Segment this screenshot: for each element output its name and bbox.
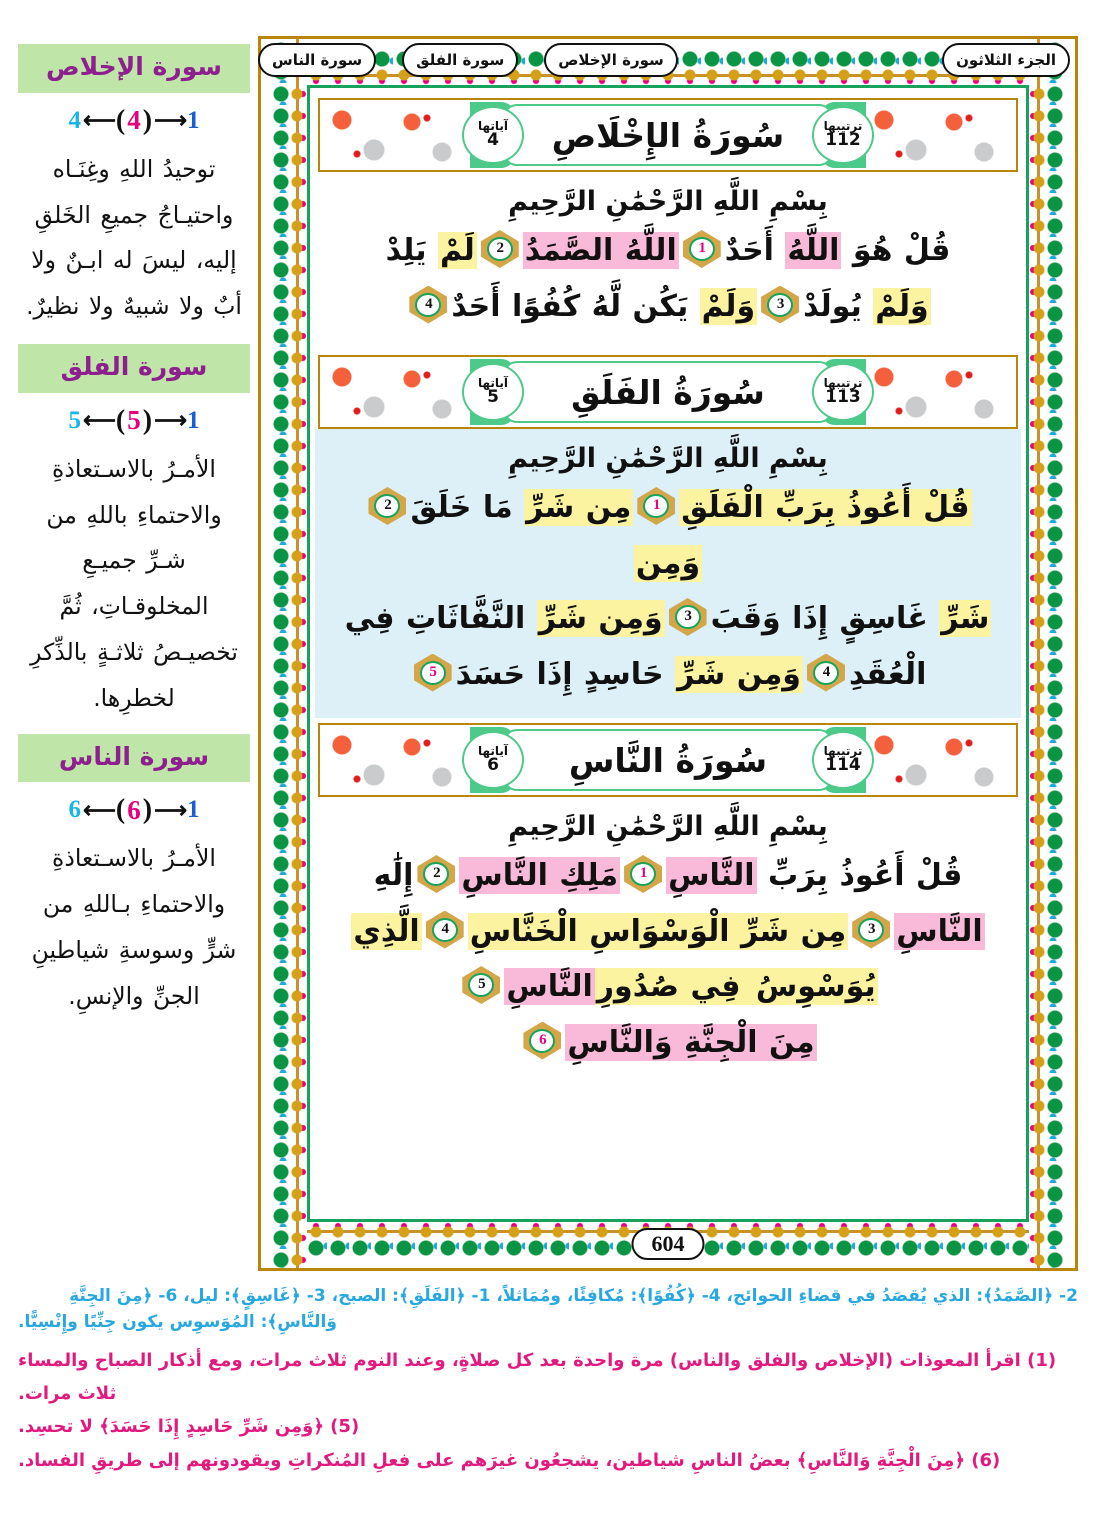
verse-range-ikhlas — [18, 105, 250, 137]
ayah-count-medallion-ikhlas — [462, 106, 524, 164]
tab-juz-indicator[interactable]: الجزء الثلاثون — [942, 43, 1070, 77]
ayah-count-value: 5 — [487, 387, 499, 408]
ayah-number-marker — [852, 911, 890, 949]
range-start-nas: 1 — [187, 796, 200, 824]
ayah-line — [331, 480, 1005, 591]
surah-block-ikhlas — [315, 98, 1021, 350]
frame-border-right — [1029, 39, 1075, 1268]
arrow-left-icon: ⟵ — [82, 797, 114, 823]
ayah-text: الْعُقَدِ — [848, 656, 927, 692]
ayah-line — [331, 647, 1005, 703]
note-1: (1) اقرأ المعوذات (الإخلاص والفلق والناس) مرة واحدة بعد كل صلاةٍ، وعند النوم ثلاث مرات، ومع أذكار الصباح والمساء ثلاث مرات. — [18, 1349, 1057, 1404]
ayah-text-highlighted-yellow: وَلَمْ — [875, 288, 929, 324]
ayah-marker-ring — [675, 605, 701, 629]
ayah-text: غَاسِقٍ إِذَا وَقَبَ — [710, 601, 940, 636]
arrow-right-icon: ⟶ — [154, 408, 186, 434]
footnotes-area — [18, 1283, 1078, 1477]
surah-order-value: 112 — [825, 130, 861, 151]
ayah-number-marker — [807, 654, 845, 692]
ayah-number: 6 — [539, 1031, 546, 1048]
sidebar-section-ikhlas — [18, 44, 250, 330]
ayah-marker-ring — [432, 918, 458, 942]
ayah-text-highlighted-pink: مَلِكِ النَّاسِ — [461, 858, 619, 893]
ayah-line — [331, 591, 1005, 647]
frame-border-left — [261, 39, 307, 1268]
sidebar-summary-panel — [18, 44, 250, 1269]
surah-order-value: 114 — [825, 755, 861, 776]
ayah-number: 1 — [653, 497, 660, 514]
surah-title-nas: سُورَةُ النَّاسِ — [568, 740, 768, 780]
ayah-number-marker — [523, 1022, 561, 1060]
surah-banner-falaq — [318, 355, 1018, 429]
ayah-number: 1 — [698, 240, 705, 257]
surah-block-falaq — [315, 355, 1021, 718]
ayah-text-highlighted-yellow: لَمْ — [439, 233, 475, 268]
ayah-line — [331, 1015, 1005, 1071]
ornament-pattern-icon — [1029, 39, 1075, 1268]
ayah-text: النَّفَّاثَاتِ فِي — [344, 601, 537, 636]
ayah-number: 4 — [822, 663, 830, 680]
range-start-ikhlas: 1 — [187, 106, 200, 134]
glossary-line-1: 2- ﴿الصَّمَدُ﴾: الذي يُقصَدُ في قضاءِ الحوائج، 4- ﴿كُفُوًا﴾: مُكافِئًا، ومُمَاثلاً، 1- ﴿الفَلَقِ﴾: الصبح، 3- ﴿غَاسِقٍ﴾: ليل، 6- ﴿مِنَ الجِنَّةِ — [69, 1286, 1078, 1306]
range-end-falaq: 5 — [68, 406, 81, 434]
sidebar-body-nas: الأمـرُ بالاسـتعاذةِ والاحتماءِ بـاللهِ من شرٍّ وسوسةِ شياطينِ الجنِّ والإنسِ. — [31, 844, 237, 1010]
surah-order-label: ترتيبها — [823, 118, 863, 133]
range-start-falaq: 1 — [187, 406, 200, 434]
ayah-text-highlighted-yellow: وَمِن — [635, 545, 701, 581]
ayah-count-label: آياتها — [477, 375, 509, 390]
ayah-text: يَلِدْ — [385, 233, 438, 268]
paren-close: ) — [142, 404, 153, 436]
ayah-number: 5 — [429, 663, 436, 680]
paren-open: ( — [115, 104, 126, 136]
ayah-text-highlighted-yellow: فِي صُدُورِ — [596, 969, 752, 1004]
ayah-text-highlighted-yellow: مِن شَرِّ الْوَسْوَاسِ الْخَنَّاسِ — [469, 913, 847, 949]
ayah-text: إِلَٰهِ — [373, 858, 414, 893]
range-count-ikhlas: 4 — [127, 105, 141, 136]
surah-order-medallion-nas — [812, 731, 874, 789]
ayah-count-value: 6 — [487, 755, 499, 776]
ayah-number: 1 — [639, 865, 647, 882]
surah-order-value: 113 — [825, 387, 861, 408]
ayah-line — [331, 279, 1005, 335]
ayah-number: 4 — [441, 920, 448, 937]
ayah-text-highlighted-yellow: شَرِّ — [941, 601, 990, 636]
ayah-marker-ring — [420, 661, 446, 685]
sidebar-heading-nas: سورة الناس — [18, 734, 250, 783]
paren-open: ( — [115, 794, 126, 826]
ayah-count-medallion-falaq — [462, 363, 524, 421]
banner-title-plate — [503, 729, 833, 791]
surah-tab-bar — [258, 38, 1078, 82]
surah-title-falaq: سُورَةُ الفَلَقِ — [571, 372, 765, 412]
sidebar-section-nas — [18, 734, 250, 1020]
page-number: 604 — [632, 1228, 705, 1260]
ayah-number: 3 — [776, 295, 784, 312]
surah-banner-nas — [318, 723, 1018, 797]
ayah-marker-ring — [689, 237, 715, 261]
ayah-text-highlighted-yellow: الَّذِي — [353, 913, 420, 949]
ayah-text: قُلْ أَعُوذُ بِرَبِّ — [756, 858, 963, 893]
verses-area-nas — [315, 797, 1021, 1086]
surah-banner-ikhlas — [318, 98, 1018, 172]
verses-area-ikhlas — [315, 172, 1021, 350]
ayah-line — [331, 223, 1005, 279]
ayah-line — [331, 848, 1005, 904]
ayah-text: يَكُن لَّهُ كُفُوًا أَحَدٌ — [451, 288, 700, 324]
ayah-text-highlighted-yellow: وَمِن شَرِّ — [677, 656, 801, 692]
range-count-nas: 6 — [127, 794, 141, 825]
paren-close: ) — [142, 104, 153, 136]
arrow-right-icon: ⟶ — [154, 797, 186, 823]
ayah-text: أَحَدٌ — [724, 233, 786, 268]
glossary-line-2: وَالنَّاسِ﴾: المُوَسوِس يكون جِنِّيًا وإِنْسِيًّا. — [18, 1312, 337, 1333]
ayah-text-highlighted-yellow: قُلْ أَعُوذُ بِرَبِّ الْفَلَقِ — [681, 490, 970, 525]
paren-open: ( — [115, 404, 126, 436]
ayah-number-marker — [409, 286, 447, 324]
ayah-text-highlighted-pink: مِنَ الْجِنَّةِ وَالنَّاسِ — [567, 1024, 815, 1060]
ayah-number-marker — [761, 286, 799, 324]
basmala-ikhlas: بِسْمِ اللَّهِ الرَّحْمَٰنِ الرَّحِيمِ — [508, 186, 828, 217]
verse-range-nas — [18, 794, 250, 826]
ayah-text-highlighted-pink: اللَّهُ الصَّمَدُ — [524, 233, 677, 268]
banner-title-plate — [503, 104, 833, 166]
ayah-text-highlighted-pink: اللَّهُ — [787, 233, 840, 268]
ayah-number: 3 — [684, 608, 691, 625]
sidebar-section-falaq — [18, 344, 250, 722]
tab-surah-al-falaq[interactable]: سورة الفلق — [402, 43, 518, 77]
ayah-count-label: آياتها — [477, 118, 509, 133]
surah-order-label: ترتيبها — [823, 743, 863, 758]
ayah-number-marker — [669, 598, 707, 636]
surah-order-label: ترتيبها — [823, 375, 863, 390]
ayah-count-medallion-nas — [462, 731, 524, 789]
ayah-number-marker — [637, 487, 675, 525]
ayah-marker-ring — [487, 237, 513, 261]
paren-close: ) — [142, 794, 153, 826]
arrow-left-icon: ⟵ — [82, 408, 114, 434]
ayah-marker-ring — [767, 293, 793, 317]
ayah-number: 2 — [433, 865, 440, 882]
ayah-text-highlighted-pink: النَّاسِ — [506, 969, 593, 1004]
ayah-number-marker — [481, 230, 519, 268]
tab-surah-an-nas[interactable]: سورة الناس — [258, 43, 376, 77]
ayah-text-highlighted-yellow: يُوَسْوِسُ — [755, 969, 876, 1004]
basmala-falaq: بِسْمِ اللَّهِ الرَّحْمَٰنِ الرَّحِيمِ — [508, 443, 828, 474]
ayah-number: 2 — [384, 497, 391, 514]
surah-order-medallion-ikhlas — [812, 106, 874, 164]
ayah-number-marker — [417, 855, 455, 893]
glossary-footnote — [18, 1283, 1078, 1336]
frame-content-area — [307, 85, 1029, 1222]
ayah-number: 2 — [496, 240, 503, 257]
banner-title-plate — [503, 361, 833, 423]
ayah-number-marker — [368, 487, 406, 525]
ayah-number: 3 — [867, 920, 875, 937]
ayah-number-marker — [683, 230, 721, 268]
range-count-falaq: 5 — [127, 405, 141, 436]
ayah-number: 4 — [425, 295, 432, 312]
ayah-text-highlighted-pink: النَّاسِ — [896, 913, 983, 949]
ayah-marker-ring — [415, 293, 441, 317]
ayah-count-label: آياتها — [477, 743, 509, 758]
range-end-nas: 6 — [68, 796, 81, 824]
ayah-number-marker — [414, 654, 452, 692]
note-6: (6) ﴿مِنَ الْجِنَّةِ وَالنَّاسِ﴾ بعضُ الناسِ شياطين، يشجعُون غيرَهم على فعلِ المُنكراتِ ويقودونهم إلى طريقِ الفساد. — [18, 1449, 1001, 1471]
surah-title-ikhlas: سُورَةُ الإِخْلَاصِ — [551, 115, 785, 155]
ayah-marker-ring — [813, 661, 839, 685]
ayah-line — [331, 959, 1005, 1015]
ayah-text-highlighted-yellow: وَمِن شَرِّ — [538, 601, 663, 636]
ayah-text-highlighted-yellow: مِن شَرِّ — [526, 490, 632, 525]
ayah-marker-ring — [858, 918, 884, 942]
ayah-text-highlighted-yellow: وَلَمْ — [701, 288, 756, 324]
sidebar-body-falaq: الأمـرُ بالاسـتعاذةِ والاحتماءِ باللهِ من شـرِّ جميـعِ المخلوقـاتِ، ثُمَّ تخصيـصُ ثلاثـةٍ بالذِّكرِ لخطرِها. — [30, 454, 238, 712]
ayah-number-marker — [624, 855, 662, 893]
ayah-text-highlighted-pink: النَّاسِ — [668, 858, 755, 893]
ayah-marker-ring — [630, 862, 656, 886]
ayah-marker-ring — [529, 1029, 555, 1053]
verse-range-falaq — [18, 405, 250, 437]
sidebar-body-ikhlas: توحيدُ اللهِ وغِنَـاه واحتيـاجُ جميعِ الخَلقِ إليه، ليسَ له ابـنٌ ولا أبٌ ولا شبيهٌ ولا نظيرٌ. — [26, 154, 242, 321]
ayah-text: مَا خَلَقَ — [410, 490, 525, 525]
range-end-ikhlas: 4 — [68, 106, 81, 134]
sidebar-heading-falaq: سورة الفلق — [18, 344, 250, 393]
tab-surah-al-ikhlas[interactable]: سورة الإخلاص — [544, 43, 678, 77]
ayah-count-value: 4 — [487, 130, 499, 151]
ayah-text: حَاسِدٍ إِذَا حَسَدَ — [455, 656, 676, 692]
arrow-right-icon: ⟶ — [154, 108, 186, 134]
sidebar-heading-ikhlas: سورة الإخلاص — [18, 44, 250, 93]
ayah-text: يُولَدْ — [803, 288, 874, 324]
surah-order-medallion-falaq — [812, 363, 874, 421]
ornamental-page-frame — [258, 36, 1078, 1271]
ayah-text: قُلْ هُوَ — [841, 233, 951, 268]
note-5: (5) ﴿وَمِن شَرِّ حَاسِدٍ إِذَا حَسَدَ﴾ لا تحسِد. — [18, 1416, 360, 1438]
ayah-number: 5 — [478, 976, 485, 993]
arrow-left-icon: ⟵ — [82, 108, 114, 134]
ayah-number-marker — [426, 911, 464, 949]
numbered-notes — [18, 1344, 1078, 1477]
basmala-nas: بِسْمِ اللَّهِ الرَّحْمَٰنِ الرَّحِيمِ — [508, 811, 828, 842]
surah-block-nas — [315, 723, 1021, 1086]
ornament-pattern-icon — [261, 39, 307, 1268]
verses-area-falaq — [315, 429, 1021, 718]
ayah-line — [331, 904, 1005, 960]
ayah-number-marker — [462, 966, 500, 1004]
